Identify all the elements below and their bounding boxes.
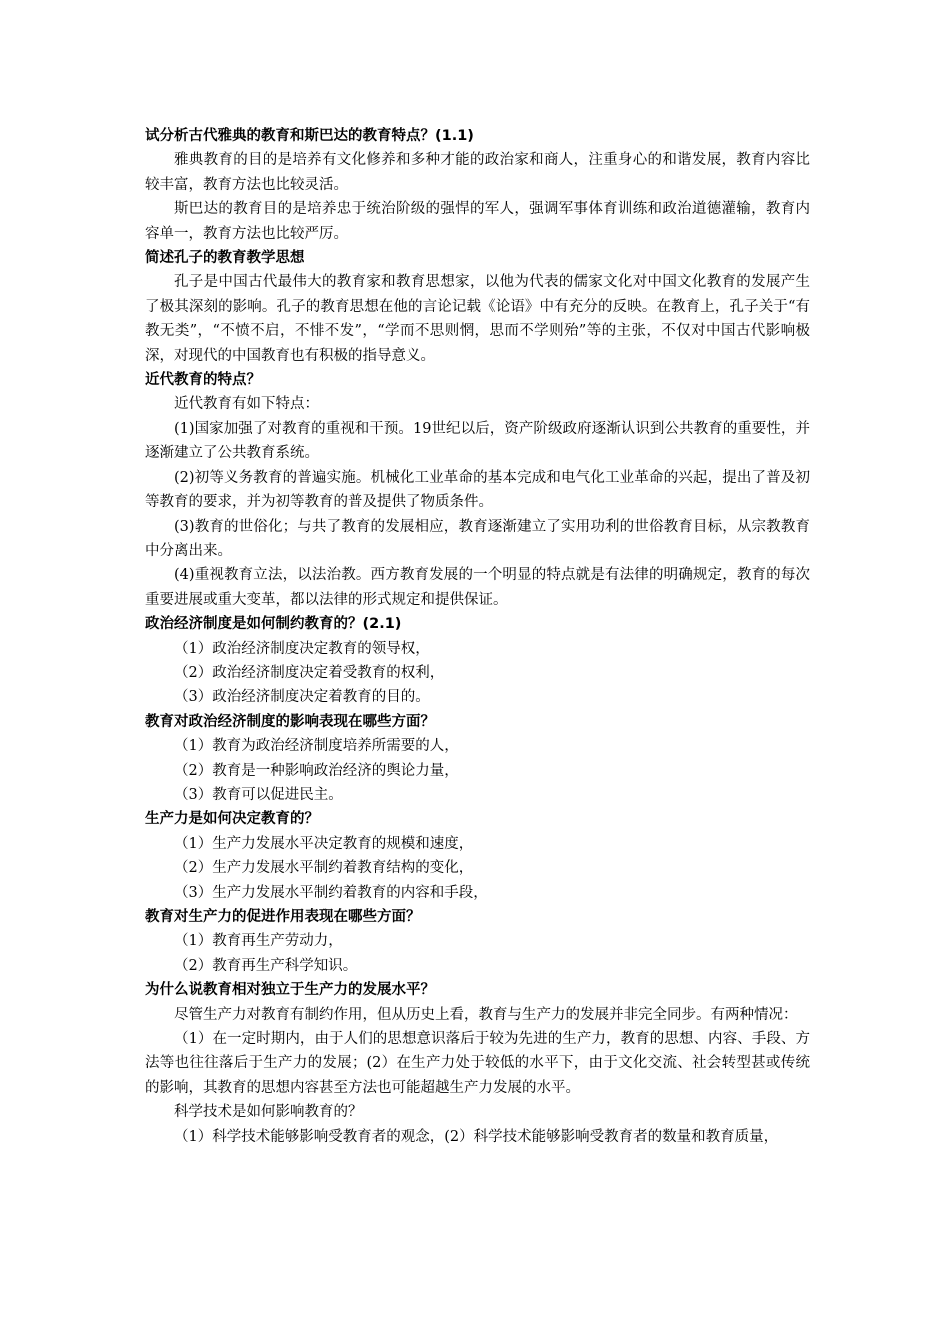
section-heading: 生产力是如何决定教育的？: [145, 811, 319, 828]
section-politics-constrains-education: [145, 612, 810, 710]
document-page: [145, 124, 810, 1149]
section-education-affects-politics: [145, 710, 810, 808]
list-item: （1）政治经济制度决定教育的领导权，: [174, 640, 430, 657]
list-item: （3）教育可以促进民主。: [174, 786, 343, 803]
section-education-promotes-productivity: [145, 905, 810, 978]
paragraph: (2)初等义务教育的普遍实施。机械化工业革命的基本完成和电气化工业革命的兴起，提出了普及初等教育的要求，并为初等教育的普及提供了物质条件。: [145, 469, 810, 511]
section-heading: 试分析古代雅典的教育和斯巴达的教育特点？(1.1): [145, 128, 474, 144]
section-heading: 教育对政治经济制度的影响表现在哪些方面？: [145, 713, 435, 730]
section-modern-education: [145, 368, 810, 612]
paragraph: (3)教育的世俗化；与共了教育的发展相应，教育逐渐建立了实用功利的世俗教育目标，从宗教教育中分离出来。: [145, 518, 810, 559]
paragraph: 雅典教育的目的是培养有文化修养和多种才能的政治家和商人，注重身心的和谐发展，教育内容比较丰富，教育方法也比较灵活。: [145, 152, 810, 193]
section-heading: 教育对生产力的促进作用表现在哪些方面？: [145, 909, 421, 925]
section-productivity-determines-education: [145, 807, 810, 905]
list-item: （1）生产力发展水平决定教育的规模和速度，: [174, 835, 474, 852]
section-heading: 为什么说教育相对独立于生产力的发展水平？: [145, 982, 435, 999]
paragraph: （1）在一定时期内，由于人们的思想意识落后于较为先进的生产力，教育的思想、内容、手段、方法等也往往落后于生产力的发展；(2）在生产力处于较低的水平下，由于文化交流、社会转型甚或传统的影响，其教育的思想内容甚至方法也可能超越生产力发展的水平。: [145, 1031, 810, 1096]
section-heading: 近代教育的特点？: [145, 372, 261, 389]
paragraph: 孔子是中国古代最伟大的教育家和教育思想家，以他为代表的儒家文化对中国文化教育的发展产生了极其深刻的影响。孔子的教育思想在他的言论记载《论语》中有充分的反映。在教育上，孔子关于“有教无类”，“不愤不启，不悱不发”，“学而不思则惘，思而不学则殆”等的主张，不仅对中国古代影响极深，对现代的中国教育也有积极的指导意义。: [145, 274, 810, 364]
section-athens-sparta: [145, 124, 810, 246]
section-heading: 政治经济制度是如何制约教育的？(2.1): [145, 616, 402, 633]
list-item: （1）教育再生产劳动力，: [174, 933, 343, 950]
list-item: （3）生产力发展水平制约着教育的内容和手段，: [174, 884, 488, 901]
list-item: （2）教育再生产科学知识。: [174, 957, 358, 974]
section-relative-independence: [145, 978, 810, 1149]
paragraph: (4)重视教育立法，以法治教。西方教育发展的一个明显的特点就是有法律的明确规定，教育的每次重要进展或重大变革，都以法律的形式规定和提供保证。: [145, 567, 810, 608]
paragraph: （1）科学技术能够影响受教育者的观念，(2）科学技术能够影响受教育者的数量和教育质量，: [174, 1128, 779, 1145]
section-heading: 简述孔子的教育教学思想: [145, 250, 305, 267]
paragraph: 斯巴达的教育目的是培养忠于统治阶级的强悍的军人，强调军事体育训练和政治道德灌输，教育内容单一，教育方法也比较严厉。: [145, 201, 810, 242]
paragraph: 尽管生产力对教育有制约作用，但从历史上看，教育与生产力的发展并非完全同步。有两种情况：: [174, 1006, 798, 1023]
section-confucius: [145, 246, 810, 368]
paragraph: 近代教育有如下特点：: [174, 396, 319, 413]
paragraph: (1)国家加强了对教育的重视和干预。19世纪以后，资产阶级政府逐渐认识到公共教育的重要性，并逐渐建立了公共教育系统。: [145, 420, 810, 462]
list-item: （2）政治经济制度决定着受教育的权利，: [174, 664, 445, 681]
list-item: （3）政治经济制度决定着教育的目的。: [174, 689, 430, 706]
list-item: （1）教育为政治经济制度培养所需要的人，: [174, 738, 459, 755]
list-item: （2）教育是一种影响政治经济的舆论力量，: [174, 762, 459, 779]
list-item: （2）生产力发展水平制约着教育结构的变化，: [174, 860, 474, 877]
paragraph: 科学技术是如何影响教育的？: [174, 1104, 363, 1121]
